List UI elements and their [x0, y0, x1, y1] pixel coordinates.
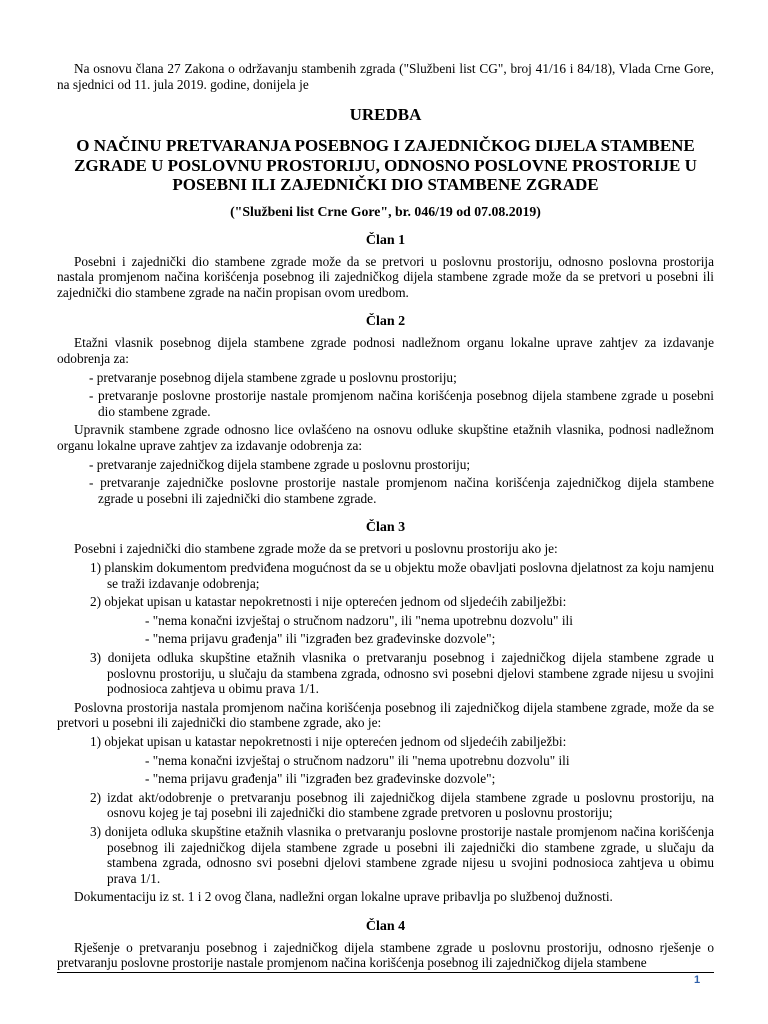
clan-1-paragraph: Posebni i zajednički dio stambene zgrade može da se pretvori u poslovnu prostoriju, odnosno poslovna prostorija nastala promjenom načina korišćenja posebnog ili zajedničkog dijela stambene zgrade može da se pretvori u posebni ili zajednički dio stambene zgrade na način propisan ovom uredbom.: [57, 253, 714, 300]
clan-3-item-2: 2) objekat upisan u katastar nepokretnosti i nije opterećen jednom od sljedećih zabilježbi:: [90, 594, 567, 610]
intro-paragraph: Na osnovu člana 27 Zakona o održavanju stambenih zgrada ("Službeni list CG", broj 41/16 i 84/18), Vlada Crne Gore, na sjednici od 11. jula 2019. godine, donijela je: [57, 61, 714, 92]
clan-3-heading: Član 3: [365, 520, 406, 536]
clan-2-item-4: - pretvaranje zajedničke poslovne prostorije nastale promjenom načina korišćenja zajedničkog dijela stambene zgrade u posebni ili zajednički dio stambene zgrade.: [89, 475, 714, 506]
clan-2-item-1: - pretvaranje posebnog dijela stambene zgrade u poslovnu prostoriju;: [89, 369, 457, 385]
clan-3-quote-3: - "nema konačni izvještaj o stručnom nadzoru" ili "nema upotrebnu dozvolu" ili: [145, 752, 570, 768]
clan-2-paragraph-2: Upravnik stambene zgrade odnosno lice ovlašćeno na osnovu odluke skupštine etažnih vlasnika, podnosi nadležnom organu lokalne uprave zahtjev za izdavanje odobrenja za:: [57, 422, 714, 454]
clan-4-heading: Član 4: [365, 918, 406, 934]
clan-4-paragraph: Rješenje o pretvaranju posebnog i zajedničkog dijela stambene zgrade u poslovnu prostoriju, odnosno rješenje o pretvaranju poslovne prostorije nastale promjenom načina korišćenja posebnog ili zajedničkog dijela stambene: [57, 940, 714, 973]
clan-3-item-5: 2) izdat akt/odobrenje o pretvaranju posebnog ili zajedničkog dijela stambene zgrade u poslovnu prostoriju, na osnovu kojeg je taj posebni ili zajednički dio stambene zgrade pretvoren u poslovnu prostoriju;: [90, 789, 714, 821]
clan-1-heading: Član 1: [365, 232, 406, 248]
clan-3-item-1: 1) planskim dokumentom predviđena mogućnost da se u objektu može obavljati poslovna djelatnost za koju namjenu se traži izdavanje odobrenja;: [90, 560, 714, 591]
document-title: UREDBA: [349, 105, 422, 125]
clan-2-paragraph-1: Etažni vlasnik posebnog dijela stambene zgrade podnosi nadležnom organu lokalne uprave zahtjev za izdavanje odobrenja za:: [57, 335, 714, 367]
page-number: 1: [694, 974, 701, 986]
clan-3-item-6: 3) donijeta odluka skupštine etažnih vlasnika o pretvaranju poslovne prostorije nastale promjenom načina korišćenja posebnog ili zajedničkog dijela stambene zgrade u posebni ili zajednički dio stambene zgrade, u slučaju da stambena zgrada, odnosno svi posebni djelovi stambene zgrade nijesu u svojini podnosioca zahtjeva u obimu prava 1/1.: [90, 823, 714, 886]
clan-2-item-3: - pretvaranje zajedničkog dijela stambene zgrade u poslovnu prostoriju;: [89, 456, 471, 472]
clan-2-heading: Član 2: [365, 314, 406, 330]
clan-3-paragraph-3: Dokumentaciju iz st. 1 i 2 ovog člana, nadležni organ lokalne uprave pribavlja po službenoj dužnosti.: [74, 889, 613, 905]
document-subtitle: O NAČINU PRETVARANJA POSEBNOG I ZAJEDNIČKOG DIJELA STAMBENE ZGRADE U POSLOVNU PROSTORIJU, ODNOSNO POSLOVNE PROSTORIJE U POSEBNI ILI ZAJEDNIČKI DIO STAMBENE ZGRADE: [74, 136, 697, 195]
publication-reference: ("Službeni list Crne Gore", br. 046/19 od 07.08.2019): [230, 203, 541, 219]
clan-3-quote-2: - "nema prijavu građenja" ili "izgrađen bez građevinske dozvole";: [145, 631, 496, 647]
clan-3-quote-4: - "nema prijavu građenja" ili "izgrađen bez građevinske dozvole";: [145, 771, 496, 787]
document-page: [57, 61, 714, 973]
clan-3-paragraph-1: Posebni i zajednički dio stambene zgrade može da se pretvori u poslovnu prostoriju ako je:: [74, 541, 558, 557]
clan-3-item-3: 3) donijeta odluka skupštine etažnih vlasnika o pretvaranju posebnog i zajedničkog dijela stambene zgrade u poslovnu prostoriju, u slučaju da stambena zgrada, odnosno svi posebni djelovi stambene zgrade nijesu u svojini podnosioca zahtjeva u obimu prava 1/1.: [90, 649, 714, 697]
clan-3-paragraph-2: Poslovna prostorija nastala promjenom načina korišćenja posebnog ili zajedničkog dijela stambene zgrade, može da se pretvori u posebni ili zajednički dio stambene zgrade, ako je:: [57, 699, 714, 731]
clan-3-item-4: 1) objekat upisan u katastar nepokretnosti i nije opterećen jednom od sljedećih zabilježbi:: [90, 733, 567, 749]
clan-3-quote-1: - "nema konačni izvještaj o stručnom nadzoru", ili "nema upotrebnu dozvolu" ili: [145, 612, 573, 628]
clan-2-item-2: - pretvaranje poslovne prostorije nastale promjenom načina korišćenja posebnog dijela stambene zgrade u posebni dio stambene zgrade.: [89, 388, 714, 419]
